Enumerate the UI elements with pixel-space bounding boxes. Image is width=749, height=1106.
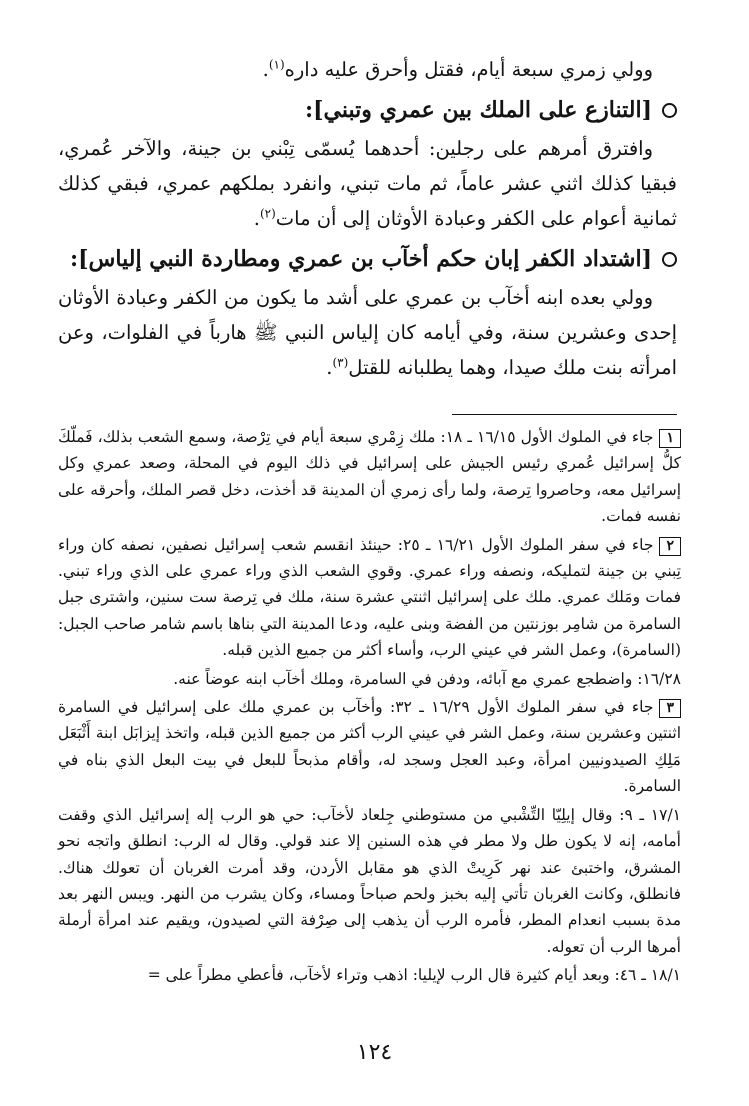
circle-bullet-icon	[662, 103, 677, 118]
section-heading-1-text: [التنازع على الملك بين عمري وتبني]:	[305, 97, 652, 123]
footnotes	[58, 424, 681, 991]
footnote-ref-2: (٢)	[259, 206, 276, 221]
footnote-separator	[452, 414, 677, 415]
paragraph-zimri: وولي زمري سبعة أيام، فقتل وأحرق عليه داره$^{(١)}$.	[262, 57, 653, 81]
paragraph-omri-tibni: وافترق أمرهم على رجلين: أحدهما يُسمّى تِبْني بن جينة، والآخر عُمري، فبقيا كذلك اثني عشر عاماً، ثم مات تبني، وانفرد بملكهم عمري، فبقي كذلك ثمانية أعوام على الكفر وعبادة الأوثان إلى أن مات$^{(٢)}$.	[58, 137, 677, 230]
footnote-3: ٣جاء في سفر الملوك الأول ١٦/٢٩ ـ ٣٢: وأخآب بن عمري ملك على إسرائيل في السامرة اثنتين وعشرين سنة، وعمل الشر في عيني الرب أكثر من جميع الذين قبله، واتخذ إيزابَل ابنة أَثْبَعَل مَلِكِ الصيدونيين امرأة، وعبد العجل وسجد له، وأقام مذبحاً للبعل في بيت البعل الذي بناه في السامرة.	[58, 698, 681, 796]
footnote-ref-3: (٣)	[332, 355, 349, 370]
footnote-number-2: ٢	[659, 537, 681, 556]
page-number: ١٢٤	[356, 1040, 393, 1065]
footnote-3-continued-2: ١٨/١ ـ ٤٦: وبعد أيام كثيرة قال الرب لإيليا: اذهب وتراء لأخآب، فأعطي مطراً على =	[147, 966, 681, 985]
section-heading-2	[58, 240, 677, 278]
section-heading-1	[58, 91, 677, 129]
footnote-3-continued: ١٧/١ ـ ٩: وقال إيلِيّا التِّشْبي من مستوطني جِلعاد لأخآب: حي هو الرب إله إسرائيل الذي وقفت أمامه، إنه لا يكون طل ولا مطر في هذه السنين إلا عند قولي. وقال له الرب: انطلق واتجه نحو المشرق، واختبئ عند نهر كَرِيتْ الذي هو مقابل الأردن، وقد أمرت الغربان أن تعولك هناك. فانطلق، وكانت الغربان تأتي إليه بخبز ولحم صباحاً ومساء، وكان يشرب من النهر. ويبس النهر بعد مدة بسبب انعدام المطر، فأمره الرب أن يذهب إلى صِرْفة التي لصيدون، ويقيم عند امرأة أرملة أمرها الرب أن تعوله.	[58, 805, 681, 956]
section-heading-2-text: [اشتداد الكفر إبان حكم أخآب بن عمري ومطاردة النبي إلياس]:	[70, 246, 652, 272]
paragraph-ahab: وولي بعده ابنه أخآب بن عمري على أشد ما يكون من الكفر وعبادة الأوثان إحدى وعشرين سنة، وفي أيامه كان إلياس النبي ﷺ هارباً في الفلوات، وعن امرأته بنت ملك صيدا، وهما يطلبانه للقتل$^{(٣)}$.	[58, 286, 677, 379]
footnote-2-continued: ١٦/٢٨: واضطجع عمري مع آبائه، ودفن في السامرة، وملك أخآب ابنه عوضاً عنه.	[173, 669, 681, 688]
footnote-2: ٢جاء في سفر الملوك الأول ١٦/٢١ ـ ٢٥: حينئذ انقسم شعب إسرائيل نصفين، نصفه كان وراء تِبني بن جينة لتمليكه، ونصفه وراء عمري. وقوي الشعب الذي وراء عمري على الذي وراء تبني. فمات ومَلك عمري. ملك على إسرائيل اثنتي عشرة سنة، ملك في تِرصة ست سنين، واشترى جبل السامرة من شامِر بوزنتين من الفضة وبنى عليه، ودعا المدينة التي بناها باسم شامر صاحب الجبل: (السامرة)، وعمل الشر في عيني الرب، وأساء أكثر من جميع الذين قبله.	[58, 535, 681, 660]
main-text	[58, 52, 677, 385]
circle-bullet-icon	[662, 252, 677, 267]
footnote-number-3: ٣	[659, 699, 681, 718]
footnote-1: ١جاء في الملوك الأول ١٦/١٥ ـ ١٨: ملك زِمْري سبعة أيام في تِرْصة، وسمع الشعب بذلك، فَملّكَ كلُّ إسرائيل عُمري رئيس الجيش على إسرائيل في ذلك اليوم في المحلة، وصعد عمري وكل إسرائيل معه، وحاصروا تِرصة، ولما رأى زمري أن المدينة قد أخذت، دخل قصر الملك، وأحرقه على نفسه فمات.	[58, 428, 681, 526]
footnote-ref-1: (١)	[268, 57, 285, 72]
footnote-number-1: ١	[659, 429, 681, 448]
